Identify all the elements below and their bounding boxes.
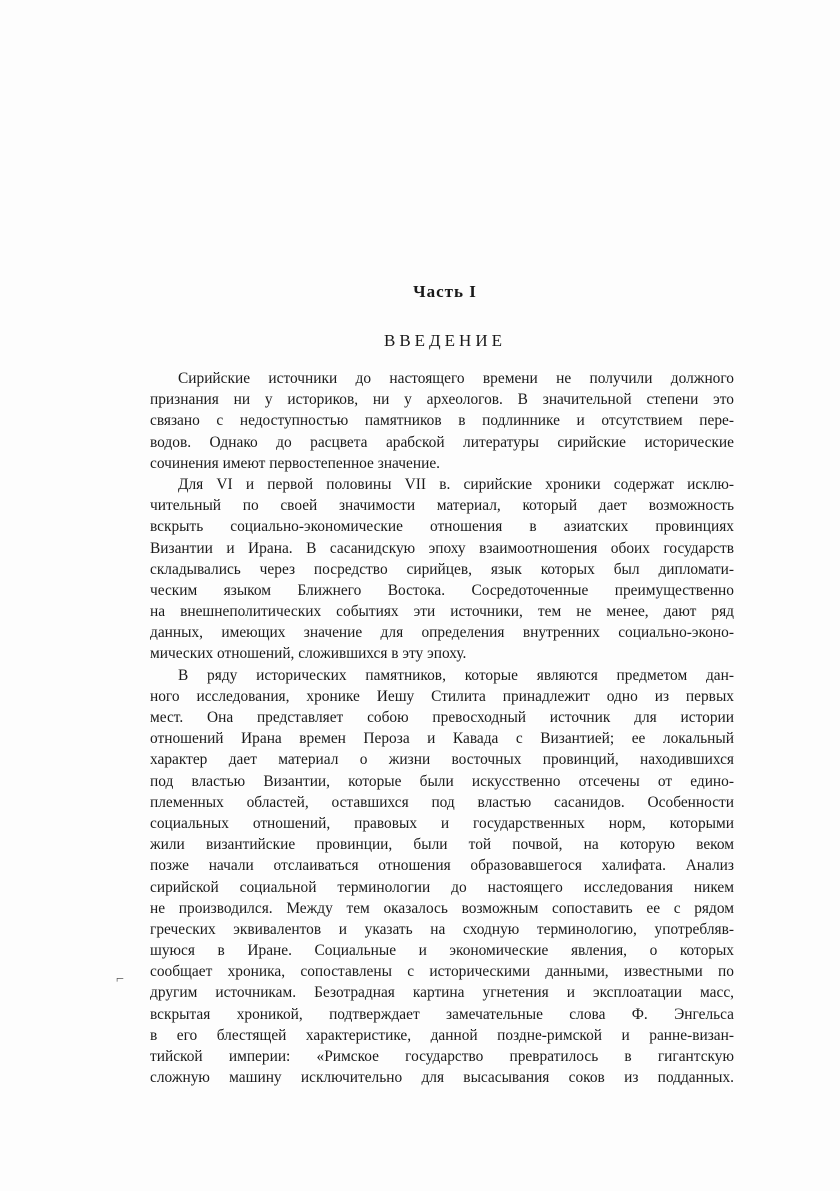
paragraph-1 [150,368,734,474]
text-line: в его блестящей характеристике, данной поздне-римской и ранне-визан- [150,1026,734,1044]
text-line: сложную машину исключительно для высасывания соков из подданных. [150,1069,734,1087]
text-line: Сирийские источники до настоящего времени не получили должного [178,370,734,387]
text-line: вскрытая хроникой, подтверждает замечательные слова Ф. Энгельса [150,1005,734,1023]
text-line: мических отношений, сложившихся в эту эпоху. [150,645,467,663]
text-line: греческих эквивалентов и указать на сходную терминологию, употребляв- [150,920,734,938]
text-line: ческим языком Ближнего Востока. Сосредоточенные преимущественно [150,581,734,599]
text-line: жили византийские провинции, были той почвой, на которую веком [150,836,734,854]
text-line: складывались через посредство сирийцев, язык которых был дипломати- [150,560,734,578]
text-line: В ряду исторических памятников, которые являются предметом дан- [178,666,734,684]
part-heading: Часть I [413,282,477,301]
text-line: сообщает хроника, сопоставлены с историческими данными, известными по [150,963,734,981]
margin-mark-icon: ⌐ [116,972,124,987]
text-line: позже начали отслаиваться отношения образовавшегося халифата. Анализ [150,857,734,875]
text-line: сочинения имеют первостепенное значение. [150,454,440,472]
text-line: на внешнеполитических событиях эти источники, тем не менее, дают ряд [150,603,734,621]
text-line: шуюся в Иране. Социальные и экономические явления, о которых [150,942,734,960]
paragraph-2 [150,474,734,665]
text-line: данных, имеющих значение для определения внутренних социально-эконо- [150,624,734,642]
text-line: социальных отношений, правовых и государственных норм, которыми [150,814,734,832]
text-line: признания ни у историков, ни у археологов. В значительной степени это [150,391,734,409]
text-line: Для VI и первой половины VII в. сирийские хроники содержат исклю- [178,475,734,493]
text-line: мест. Она представляет собою превосходный источник для истории [150,709,734,726]
paragraph-3 [150,665,734,1089]
text-line: сирийской социальной терминологии до настоящего исследования никем [150,878,734,896]
text-line: ного исследования, хронике Иешу Стилита принадлежит одно из первых [150,687,734,705]
text-line: Византии и Ирана. В сасанидскую эпоху взаимоотношения обоих государств [150,539,734,557]
section-heading: ВВЕДЕНИЕ [384,331,506,350]
text-line: отношений Ирана времен Пероза и Кавада с Византией; ее локальный [150,730,734,748]
text-line: чительный по своей значимости материал, который дает возможность [150,497,734,515]
text-line: другим источникам. Безотрадная картина угнетения и эксплоатации масс, [150,984,734,1002]
text-line: не производился. Между тем оказалось возможным сопоставить ее с рядом [150,899,734,917]
text-line: племенных областей, оставшихся под властью сасанидов. Особенности [150,793,734,811]
text-line: под властью Византии, которые были искусственно отсечены от едино- [150,772,734,790]
text-line: вскрыть социально-экономические отношения в азиатских провинциях [150,518,734,536]
body-text [150,368,734,1088]
text-line: характер дает материал о жизни восточных провинций, находившихся [150,751,734,769]
text-line: связано с недоступностью памятников в подлиннике и отсутствием пере- [150,412,734,430]
text-line: водов. Однако до расцвета арабской литературы сирийские исторические [150,433,734,451]
text-line: тийской империи: «Римское государство превратилось в гигантскую [150,1048,734,1065]
